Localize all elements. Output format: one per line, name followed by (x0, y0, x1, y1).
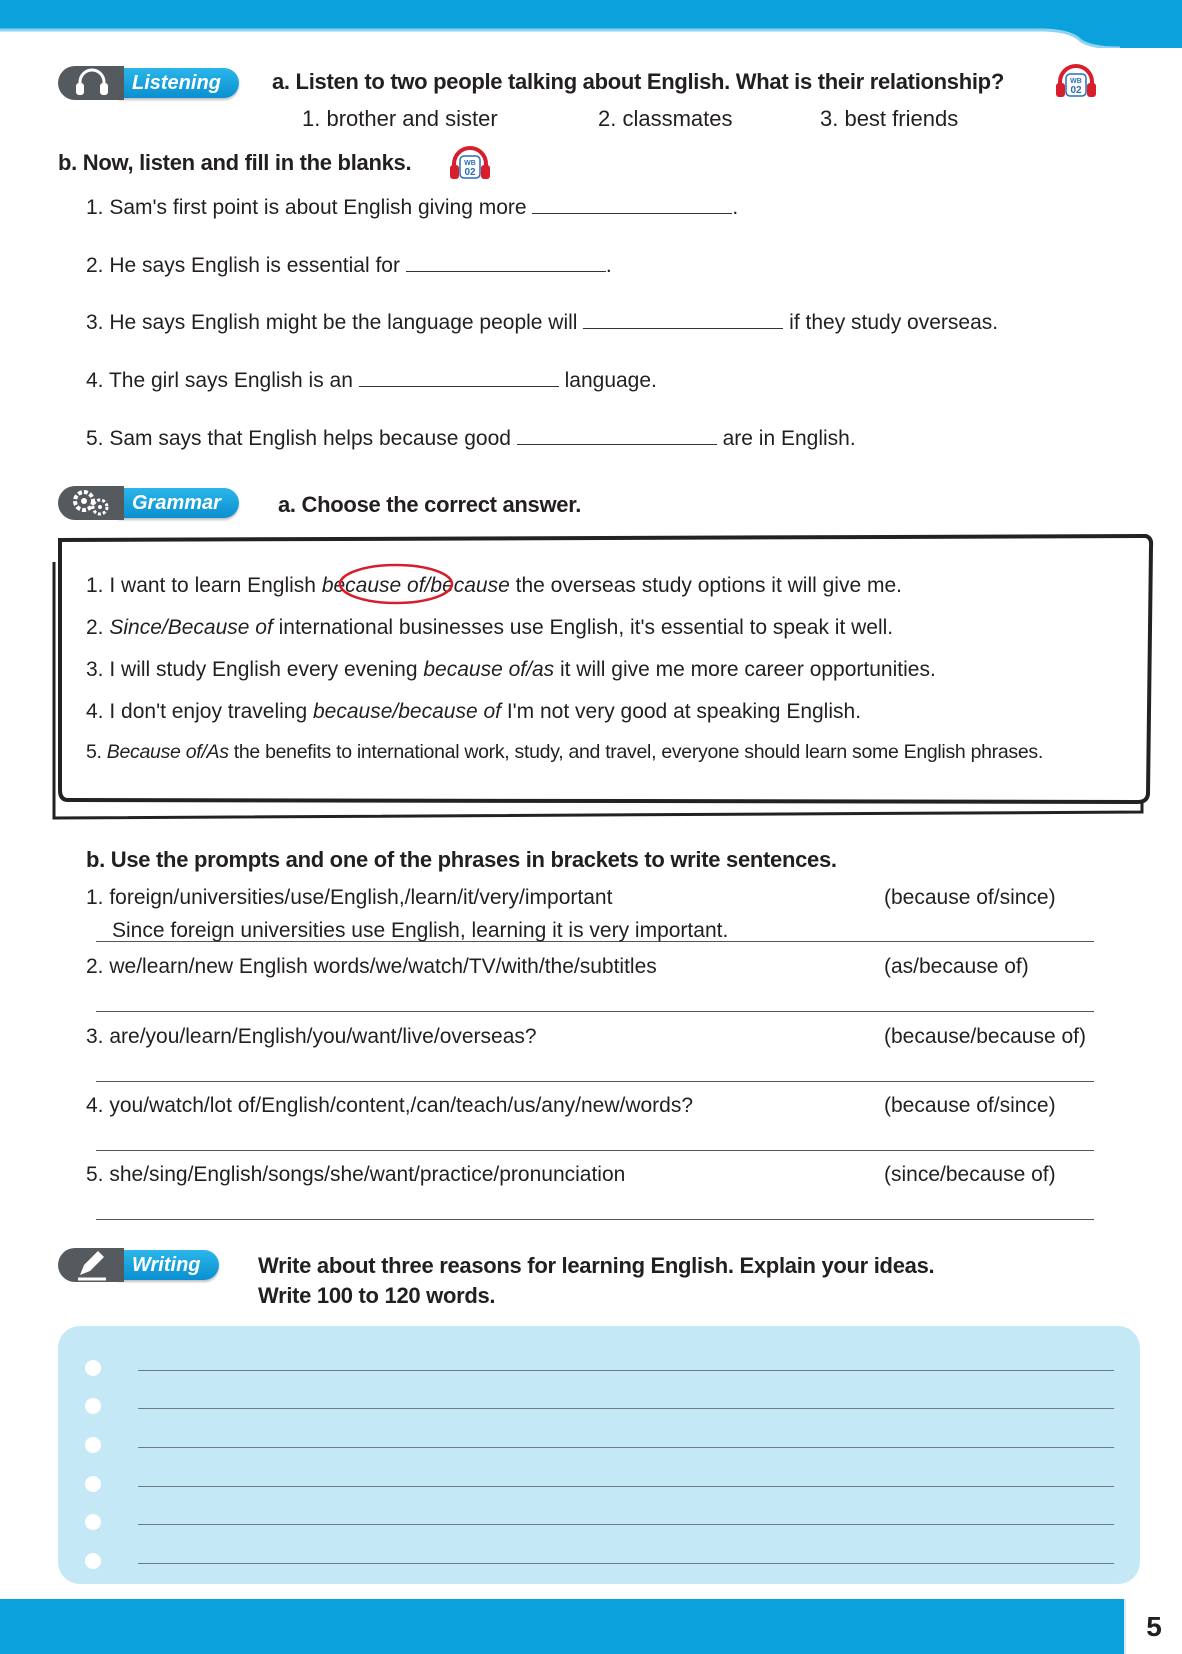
audio-track-icon[interactable] (1054, 64, 1098, 100)
notebook-hole (85, 1553, 101, 1569)
prompt-text: 1. foreign/universities/use/English,/learn/it/very/important (86, 886, 613, 909)
writing-tag (58, 1248, 219, 1282)
grammar-item (86, 616, 893, 640)
listening-item (86, 427, 856, 451)
listening-item (86, 196, 738, 220)
fill-blank[interactable] (532, 197, 732, 214)
writing-line[interactable] (138, 1370, 1114, 1371)
grammar-item (86, 574, 902, 598)
example-answer: Since foreign universities use English, learning it is very important. (112, 919, 729, 942)
answer-choices[interactable]: Because of/As (106, 741, 229, 763)
listening-item (86, 254, 612, 278)
item-text: it will give me more career opportunities. (554, 658, 936, 681)
listening-item (86, 311, 998, 335)
grammar-item (86, 658, 936, 682)
fill-blank[interactable] (359, 370, 559, 387)
item-text: 3. He says English might be the language people will (86, 311, 578, 334)
listening-item (86, 369, 657, 393)
grammar-item (86, 741, 1043, 764)
answer-choices[interactable]: because/because of (313, 700, 501, 723)
fill-blank[interactable] (406, 255, 606, 272)
top-banner (0, 0, 1182, 48)
listening-tag (58, 66, 239, 100)
page-number: 5 (1146, 1611, 1162, 1642)
prompt-phrases: (because/because of) (884, 1025, 1086, 1048)
grammar-label: Grammar (118, 488, 239, 518)
item-number: 4. (86, 700, 104, 723)
item-number: 2. (86, 616, 104, 639)
notebook-hole (85, 1514, 101, 1530)
answer-choices[interactable]: Since/Because of (109, 616, 273, 639)
pencil-icon (58, 1248, 124, 1282)
item-text: I don't enjoy traveling (109, 700, 313, 723)
item-text: I want to learn English (109, 574, 322, 597)
notebook-hole (85, 1360, 101, 1376)
writing-box (58, 1326, 1140, 1584)
notebook-hole (85, 1437, 101, 1453)
item-text: I will study English every evening (109, 658, 424, 681)
grammar-question-a: a. Choose the correct answer. (278, 492, 582, 517)
writing-label: Writing (118, 1250, 219, 1280)
item-text: 1. Sam's first point is about English giving more (86, 196, 527, 219)
gears-icon (58, 486, 124, 520)
svg-text:02: 02 (464, 167, 476, 178)
notebook-hole (85, 1476, 101, 1492)
writing-instruction: Write 100 to 120 words. (258, 1283, 496, 1308)
answer-line[interactable] (96, 1219, 1094, 1220)
svg-text:WB: WB (464, 160, 476, 167)
audio-track-icon[interactable] (448, 146, 492, 182)
prompt-text: 5. she/sing/English/songs/she/want/practice/pronunciation (86, 1163, 626, 1186)
item-text: the benefits to international work, study, and travel, everyone should learn some English phrases. (228, 741, 1043, 763)
writing-line[interactable] (138, 1447, 1114, 1448)
prompt-phrases: (as/because of) (884, 955, 1029, 978)
prompt-text: 3. are/you/learn/English/you/want/live/overseas? (86, 1025, 537, 1048)
listening-option-3: 3. best friends (820, 106, 959, 131)
writing-instruction: Write about three reasons for learning English. Explain your ideas. (258, 1253, 935, 1278)
page-number-box (1124, 1599, 1182, 1654)
item-text: 2. He says English is essential for (86, 254, 400, 277)
answer-choices[interactable]: because of/because (321, 574, 510, 597)
writing-line[interactable] (138, 1563, 1114, 1564)
writing-line[interactable] (138, 1486, 1114, 1487)
answer-line[interactable] (96, 1081, 1094, 1082)
writing-line[interactable] (138, 1408, 1114, 1409)
item-text: . (732, 196, 739, 219)
grammar-item (86, 700, 861, 724)
bottom-banner (0, 1599, 1182, 1654)
item-text: 4. The girl says English is an (86, 369, 353, 392)
grammar-question-b: b. Use the prompts and one of the phrases in brackets to write sentences. (86, 847, 837, 872)
item-text: . (605, 254, 612, 277)
listening-option-1: 1. brother and sister (302, 106, 498, 131)
answer-line[interactable] (96, 1011, 1094, 1012)
item-text: international businesses use English, it's essential to speak it well. (272, 616, 894, 639)
prompt-phrases: (because of/since) (884, 886, 1056, 909)
item-text: the overseas study options it will give me. (509, 574, 902, 597)
answer-line[interactable] (96, 1150, 1094, 1151)
grammar-tag (58, 486, 239, 520)
item-number: 1. (86, 574, 104, 597)
svg-text:02: 02 (1070, 85, 1082, 96)
item-number: 3. (86, 658, 104, 681)
notebook-hole (85, 1398, 101, 1414)
listening-label: Listening (118, 68, 239, 98)
prompt-text: 4. you/watch/lot of/English/content,/can/teach/us/any/new/words? (86, 1094, 694, 1117)
item-number: 5. (86, 741, 102, 763)
prompt-phrases: (since/because of) (884, 1163, 1056, 1186)
listening-option-2: 2. classmates (598, 106, 733, 131)
writing-line[interactable] (138, 1524, 1114, 1525)
item-text: 5. Sam says that English helps because good (86, 427, 511, 450)
item-text: I'm not very good at speaking English. (500, 700, 862, 723)
fill-blank[interactable] (583, 312, 783, 329)
prompt-phrases: (because of/since) (884, 1094, 1056, 1117)
prompt-text: 2. we/learn/new English words/we/watch/TV/with/the/subtitles (86, 955, 657, 978)
item-text: language. (564, 369, 657, 392)
listening-question-b: b. Now, listen and fill in the blanks. (58, 150, 412, 175)
answer-choices[interactable]: because of/as (423, 658, 555, 681)
fill-blank[interactable] (517, 428, 717, 445)
listening-question-a: a. Listen to two people talking about English. What is their relationship? (272, 69, 1004, 94)
headphones-icon (58, 66, 124, 100)
item-text: if they study overseas. (789, 311, 999, 334)
answer-circle-mark (334, 560, 458, 608)
item-text: are in English. (722, 427, 856, 450)
svg-text:WB: WB (1070, 78, 1082, 85)
